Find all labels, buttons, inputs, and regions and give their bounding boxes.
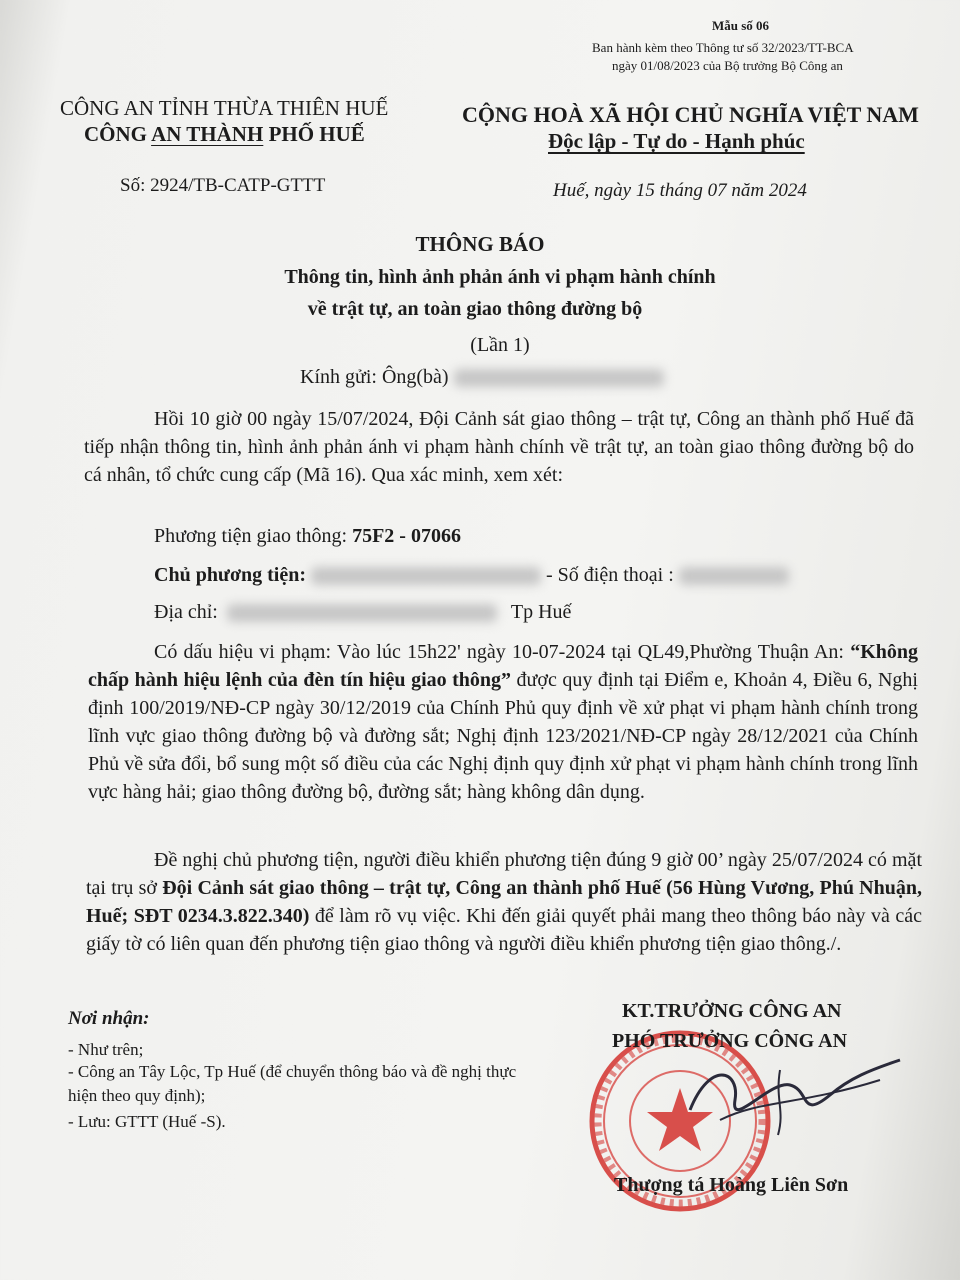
- body-paragraph-1: Hồi 10 giờ 00 ngày 15/07/2024, Đội Cảnh sát giao thông – trật tự, Công an thành phố Huế đã tiếp nhận thông tin, hình ảnh phản ánh vi phạm hành chính về trật tự, an toàn giao thông đường bộ do cá nhân, tổ chức cung cấp (Mã 16). Qua xác minh, xem xét:: [84, 408, 914, 486]
- org-name-underlined: AN THÀNH: [151, 122, 264, 146]
- redacted-recipient-name: [454, 369, 664, 387]
- form-issued-line1: Ban hành kèm theo Thông tư số 32/2023/TT-BCA: [592, 40, 854, 55]
- greeting: [300, 366, 664, 389]
- para3-text-b: để làm rõ vụ việc. Khi đến giải quyết phải mang theo thông báo này và các giấy tờ có liên quan đến phương tiện giao thông và người điều khiển phương tiện giao thông./.: [86, 905, 922, 955]
- org-name-pre: CÔNG: [84, 122, 152, 146]
- para3-text-a: Đề nghị chủ phương tiện, người điều khiển phương tiện đúng 9 giờ 00’ ngày 25/07/2024 có mặt tại trụ sở: [86, 849, 922, 899]
- recipients-heading: Nơi nhận:: [68, 1008, 150, 1029]
- org-name: [84, 122, 365, 147]
- recipient-item: - Lưu: GTTT (Huế -S).: [68, 1112, 226, 1131]
- document-subtitle-1: Thông tin, hình ảnh phản ánh vi phạm hành chính: [284, 266, 716, 288]
- org-name-post: PHỐ HUẾ: [263, 122, 365, 146]
- signature-title-1: KT.TRƯỞNG CÔNG AN: [622, 1000, 842, 1022]
- recipient-item: - Công an Tây Lộc, Tp Huế (để chuyển thông báo và đề nghị thực hiện theo quy định);: [68, 1062, 517, 1105]
- para2-text-b: được quy định tại Điểm e, Khoản 4, Điều 6, Nghị định 100/2019/NĐ-CP ngày 30/12/2019 của Chính Phủ quy định về xử phạt vi phạm hành chính trong lĩnh vực giao thông đường bộ và đường sắt; Nghị định 123/2021/NĐ-CP ngày 28/12/2021 của Chính Phủ về sửa đổi, bổ sung một số điều của các Nghị định quy định xử phạt vi phạm hành chính trong lĩnh vực hàng hải; giao thông đường bộ, đường sắt; hàng không dân dụng.: [88, 669, 918, 803]
- document-number: Số: 2924/TB-CATP-GTTT: [120, 175, 326, 196]
- document-date: Huế, ngày 15 tháng 07 năm 2024: [553, 180, 807, 201]
- address-line: [154, 601, 571, 624]
- form-issued-line2: ngày 01/08/2023 của Bộ trưởng Bộ Công an: [612, 58, 843, 73]
- redacted-address: [227, 604, 497, 622]
- violation-description: “Không chấp hành hiệu lệnh của đèn tín hiệu giao thông”: [88, 641, 918, 691]
- signer-name: Thượng tá Hoàng Liên Sơn: [614, 1174, 849, 1196]
- notice-times: (Lần 1): [470, 334, 530, 356]
- country-name: CỘNG HOÀ XÃ HỘI CHỦ NGHĨA VIỆT NAM: [462, 102, 919, 127]
- document-title: THÔNG BÁO: [415, 232, 545, 256]
- vehicle-label: Phương tiện giao thông:: [154, 525, 353, 547]
- recipient-item: - Như trên;: [68, 1040, 144, 1059]
- owner-line: [154, 564, 789, 587]
- office-address: Đội Cảnh sát giao thông – trật tự, Công an thành phố Huế (56 Hùng Vương, Phú Nhuận, Huế; SĐT 0234.3.822.340): [86, 877, 922, 927]
- document-subtitle-2: về trật tự, an toàn giao thông đường bộ: [307, 298, 643, 320]
- form-number: Mẫu số 06: [712, 18, 770, 33]
- handwritten-signature: [680, 1040, 910, 1150]
- vehicle-line: [154, 525, 461, 548]
- owner-label: Chủ phương tiện:: [154, 564, 312, 586]
- phone-label: - Số điện thoại :: [541, 564, 679, 586]
- org-parent: CÔNG AN TỈNH THỪA THIÊN HUẾ: [60, 96, 389, 120]
- body-paragraph-3: [86, 846, 922, 958]
- address-city: Tp Huế: [510, 601, 572, 623]
- redacted-phone: [679, 567, 789, 585]
- body-paragraph-2: [88, 638, 918, 806]
- vehicle-plate: 75F2 - 07066: [352, 525, 461, 547]
- address-label: Địa chỉ:: [154, 601, 223, 623]
- para2-text-a: Có dấu hiệu vi phạm: Vào lúc 15h22' ngày 10-07-2024 tại QL49,Phường Thuận An:: [154, 641, 851, 663]
- national-motto: Độc lập - Tự do - Hạnh phúc: [548, 129, 805, 153]
- greeting-label: Kính gửi: Ông(bà): [300, 366, 449, 388]
- redacted-owner-name: [311, 567, 541, 585]
- signature-title-2: PHÓ TRƯỞNG CÔNG AN: [612, 1030, 848, 1052]
